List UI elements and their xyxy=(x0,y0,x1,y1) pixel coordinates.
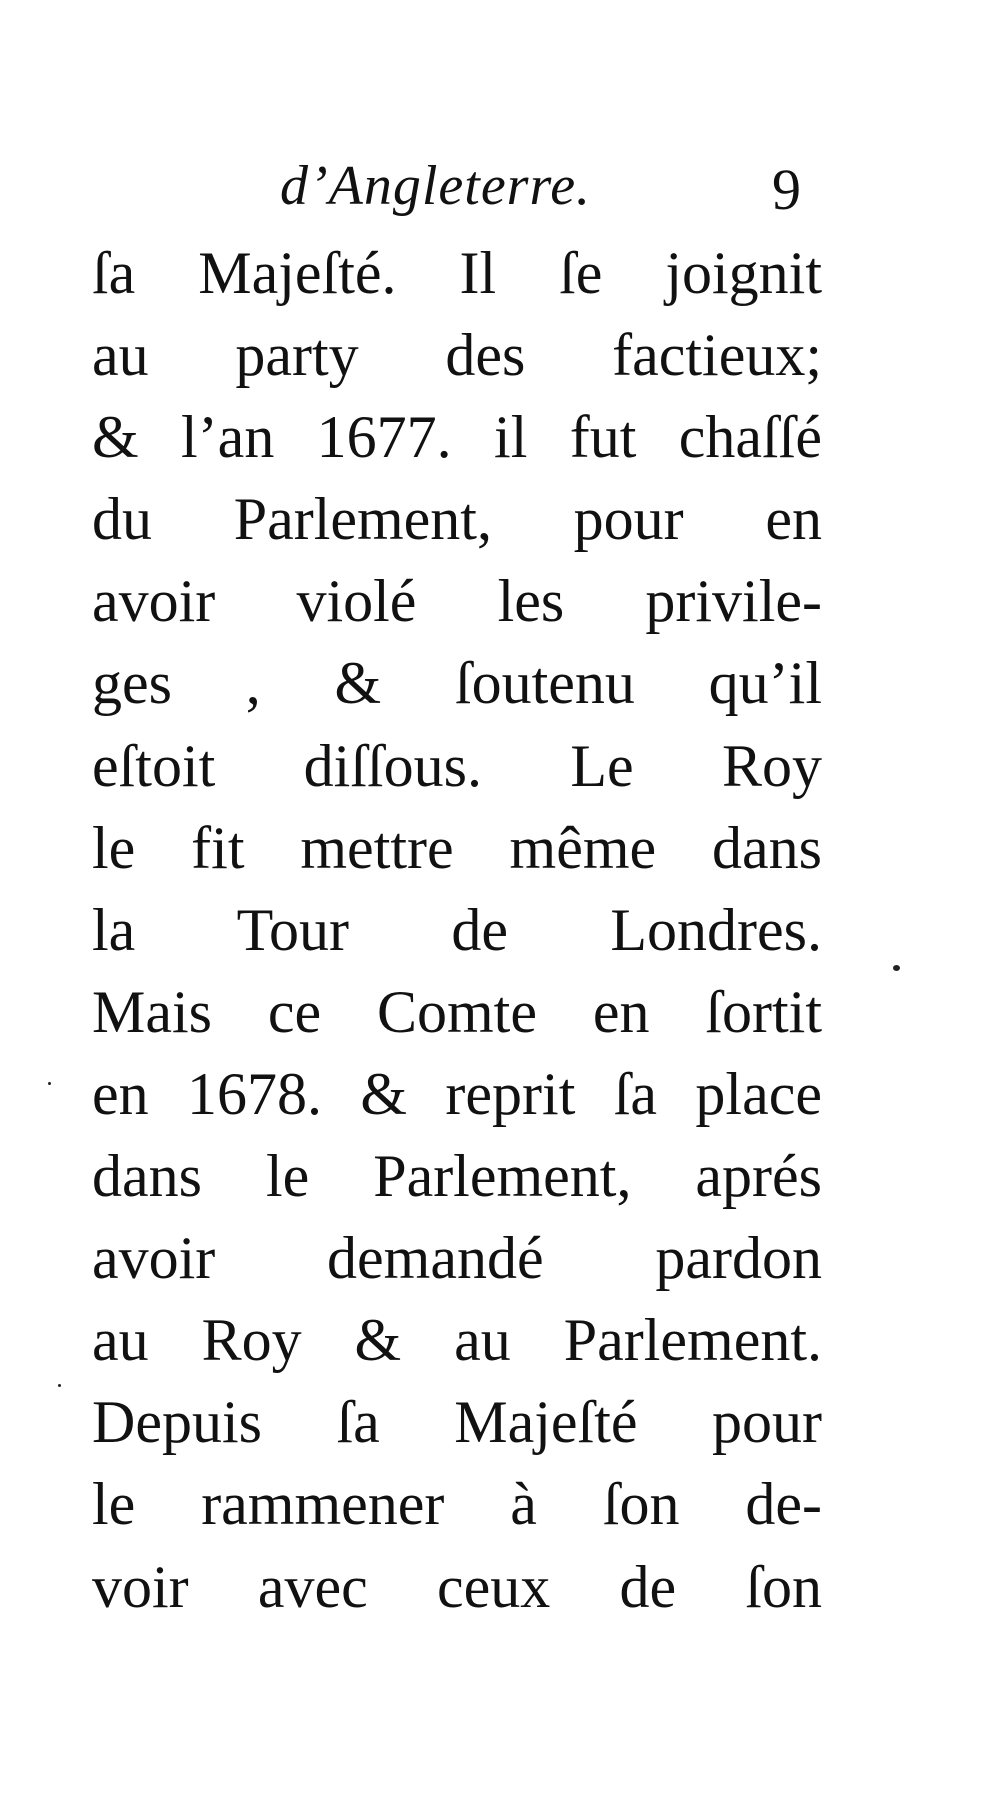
ink-speck xyxy=(48,1082,51,1085)
page-header xyxy=(0,150,1000,230)
text-line: la Tour de Londres. xyxy=(92,896,822,963)
page-number: 9 xyxy=(772,157,801,222)
text-line: du Parlement, pour en xyxy=(92,486,822,553)
text-line: ges , & ſoutenu qu’il xyxy=(92,650,822,717)
ink-speck xyxy=(893,965,900,971)
text-line: & l’an 1677. il fut chaſſé xyxy=(92,404,822,471)
text-line: en 1678. & reprit ſa place xyxy=(92,1060,822,1127)
text-line: Mais ce Comte en ſortit xyxy=(92,978,822,1045)
text-line: avoir violé les privile- xyxy=(92,568,822,635)
text-line: voir avec ceux de ſon xyxy=(92,1553,822,1620)
body-text xyxy=(92,232,822,1628)
text-line: le rammener à ſon de- xyxy=(92,1471,822,1538)
text-line: au Roy & au Parlement. xyxy=(92,1307,822,1374)
text-line: ſa Majeſté. Il ſe joignit xyxy=(92,240,822,306)
text-line: au party des factieux; xyxy=(92,322,822,389)
ink-speck xyxy=(58,1384,61,1387)
text-line: dans le Parlement, aprés xyxy=(92,1143,822,1210)
text-line: avoir demandé pardon xyxy=(92,1225,822,1292)
text-line: le fit mettre même dans xyxy=(92,814,822,881)
text-line: eſtoit diſſous. Le Roy xyxy=(92,732,822,799)
text-line: Depuis ſa Majeſté pour xyxy=(92,1389,822,1456)
running-title: d’Angleterre. xyxy=(280,155,592,217)
